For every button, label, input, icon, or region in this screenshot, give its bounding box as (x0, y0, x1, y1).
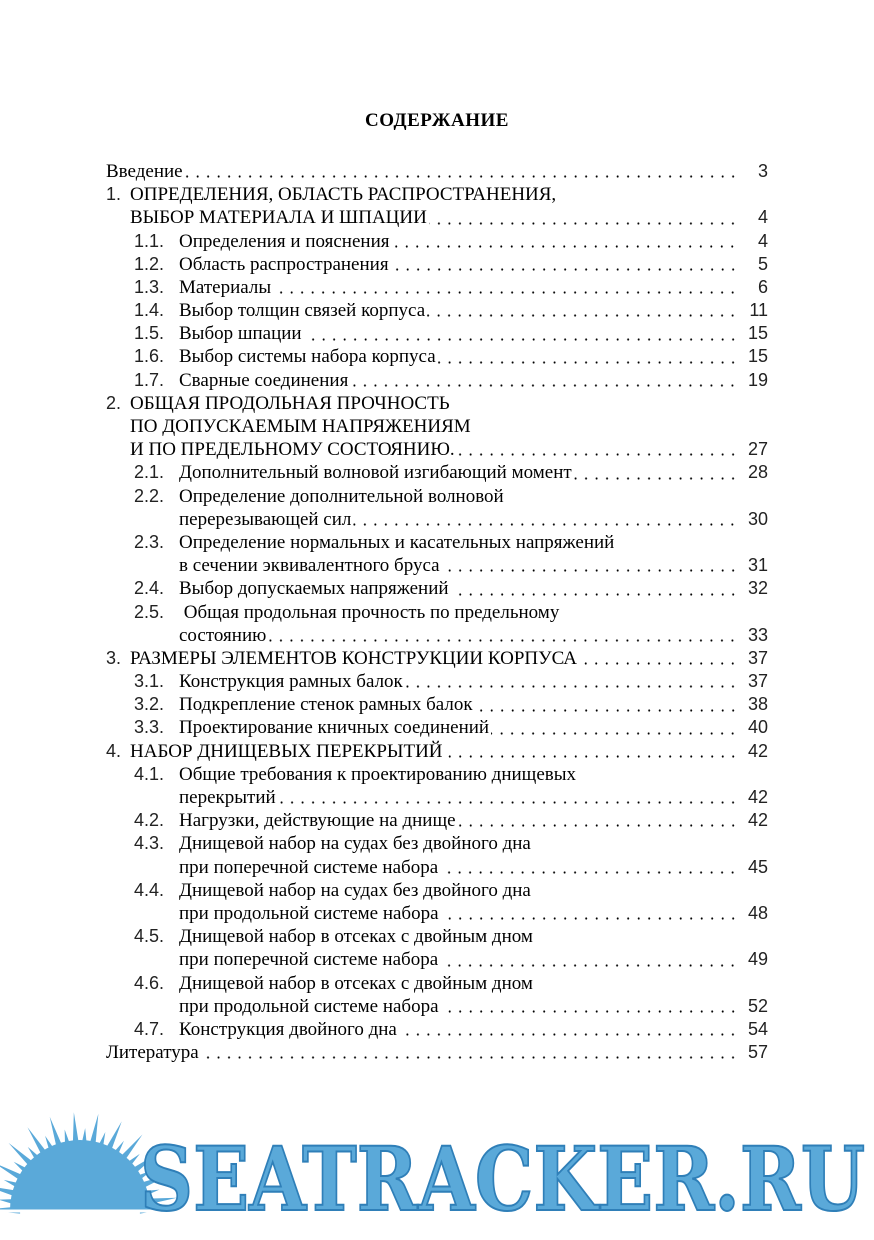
dot-leader (429, 222, 738, 225)
toc-subsection-title: Конструкция рамных балок (179, 671, 403, 693)
dot-leader (391, 245, 738, 248)
toc-subsection-1-4[interactable] (106, 299, 768, 322)
watermark-text: SEATRACKER.RU (140, 1127, 865, 1230)
toc-subsection-1-5[interactable] (106, 322, 768, 345)
toc-subsection-title: при поперечной системе набора (179, 856, 439, 878)
toc-subsection-number: 1.2. (134, 253, 165, 274)
page-title: СОДЕРЖАНИЕ (365, 110, 509, 131)
dot-leader (457, 453, 738, 456)
toc-subsection-title: Выбор допускаемых напряжений (179, 578, 449, 600)
toc-subsection-title: Общие требования к проектированию днищевых (179, 763, 576, 785)
toc-subsection-title: Сварные соединения (179, 369, 349, 391)
toc-subsection-number: 2.3. (134, 531, 165, 552)
toc-subsection-number: 4.2. (134, 810, 165, 831)
toc-subsection-number: 1.6. (134, 346, 165, 367)
toc-page-number: 42 (747, 740, 768, 761)
toc-subsection-2-5[interactable] (106, 601, 768, 624)
dot-leader (353, 523, 738, 526)
toc-section-title: ОБЩАЯ ПРОДОЛЬНАЯ ПРОЧНОСТЬ (130, 392, 450, 414)
toc-subsection-3-1[interactable] (106, 670, 768, 693)
toc-section-number: 2. (106, 392, 122, 413)
toc-subsection-number: 4.5. (134, 926, 165, 947)
dot-leader (350, 384, 738, 387)
toc-subsection-title: Общая продольная прочность по предельному (179, 601, 560, 623)
dot-leader (405, 685, 738, 688)
toc-subsection-title: состоянию (179, 624, 267, 646)
toc-page-number: 49 (747, 949, 768, 970)
toc-subsection-3-3[interactable] (106, 717, 768, 740)
toc-page-number: 42 (747, 787, 768, 808)
toc-section-title: ОПРЕДЕЛЕНИЯ, ОБЛАСТЬ РАСПРОСТРАНЕНИЯ, (130, 184, 557, 206)
toc-section-number: 3. (106, 647, 122, 668)
toc-page-number: 37 (747, 671, 768, 692)
toc-page-number: 4 (757, 230, 768, 251)
toc-subsection-title: Днищевой набор в отсеках с двойным дном (179, 972, 533, 994)
dot-leader (441, 917, 738, 920)
toc-subsection-title: Выбор толщин связей корпуса (179, 300, 426, 322)
toc-section-2-continued[interactable] (106, 415, 768, 438)
toc-page-number: 32 (747, 578, 768, 599)
toc-subsection-title: Выбор шпации (179, 323, 302, 345)
dot-leader (491, 732, 738, 735)
toc-subsection-title: Определения и пояснения (179, 230, 390, 252)
toc-subsection-number: 1.3. (134, 276, 165, 297)
toc-subsection-title: Днищевой набор в отсеках с двойным дном (179, 926, 533, 948)
toc-subsection-2-4[interactable] (106, 577, 768, 600)
dot-leader (427, 314, 738, 317)
toc-subsection-title: Проектирование кничных соединений (179, 717, 490, 739)
toc-subsection-4-2[interactable] (106, 809, 768, 832)
toc-subsection-4-1-continued[interactable] (106, 786, 768, 809)
toc-subsection-1-6[interactable] (106, 346, 768, 369)
dot-leader (440, 964, 738, 967)
toc-page-number: 6 (757, 276, 768, 297)
toc-subsection-1-2[interactable] (106, 253, 768, 276)
toc-subsection-title: Подкрепление стенок рамных балок (179, 694, 473, 716)
toc-section-title: ПО ДОПУСКАЕМЫМ НАПРЯЖЕНИЯМ (130, 416, 471, 438)
toc-subsection-title: при продольной системе набора (179, 902, 439, 924)
toc-page-number: 42 (747, 810, 768, 831)
toc-subsection-title: Дополнительный волновой изгибающий момент (179, 462, 572, 484)
toc-subsection-1-3[interactable] (106, 276, 768, 299)
toc-subsection-4-6[interactable] (106, 972, 768, 995)
toc-page-number: 30 (747, 508, 768, 529)
toc-page-number: 4 (757, 207, 768, 228)
toc-subsection-2-3-continued[interactable] (106, 554, 768, 577)
toc-subsection-number: 1.5. (134, 323, 165, 344)
toc-subsection-1-7[interactable] (106, 369, 768, 392)
toc-subsection-title: Определение нормальных и касательных напряжений (179, 531, 615, 553)
dot-leader (268, 639, 738, 642)
toc-subsection-title: Материалы (179, 276, 272, 298)
toc-subsection-title: Нагрузки, действующие на днище (179, 810, 456, 832)
dot-leader (438, 361, 738, 364)
dot-leader (278, 801, 738, 804)
table-of-contents (106, 160, 768, 1064)
dot-leader (458, 824, 738, 827)
toc-subsection-number: 4.3. (134, 833, 165, 854)
toc-page-number: 52 (747, 995, 768, 1016)
toc-page-number: 28 (747, 462, 768, 483)
toc-section-title: НАБОР ДНИЩЕВЫХ ПЕРЕКРЫТИЙ (130, 740, 443, 762)
toc-page-number: 5 (757, 253, 768, 274)
toc-subsection-3-2[interactable] (106, 693, 768, 716)
dot-leader (391, 268, 738, 271)
dot-leader (441, 1010, 738, 1013)
toc-page-number: 40 (747, 717, 768, 738)
toc-subsection-title: перерезывающей сил (179, 508, 352, 530)
toc-entry-title: Литература (106, 1042, 199, 1064)
dot-leader (185, 175, 738, 178)
toc-page-number: 11 (749, 300, 768, 321)
toc-subsection-2-5-continued[interactable] (106, 624, 768, 647)
toc-subsection-4-6-continued[interactable] (106, 995, 768, 1018)
toc-page-number: 15 (747, 323, 768, 344)
toc-section-title: И ПО ПРЕДЕЛЬНОМУ СОСТОЯНИЮ. (130, 439, 455, 461)
toc-subsection-title: перекрытий (179, 787, 276, 809)
toc-page-number: 57 (747, 1042, 768, 1063)
toc-subsection-number: 3.3. (134, 717, 165, 738)
dot-leader (273, 291, 738, 294)
toc-entry-intro[interactable] (106, 160, 768, 183)
toc-subsection-title: Конструкция двойного дна (179, 1018, 397, 1040)
toc-subsection-number: 4.4. (134, 879, 165, 900)
toc-page-number: 54 (747, 1018, 768, 1039)
toc-subsection-number: 1.4. (134, 300, 165, 321)
toc-page-number: 19 (747, 369, 768, 390)
toc-subsection-number: 4.7. (134, 1018, 165, 1039)
dot-leader (445, 755, 738, 758)
dot-leader (399, 1033, 738, 1036)
toc-subsection-4-4-continued[interactable] (106, 902, 768, 925)
toc-subsection-number: 2.1. (134, 462, 165, 483)
toc-subsection-number: 2.5. (134, 601, 165, 622)
toc-page-number: 48 (747, 902, 768, 923)
toc-subsection-4-3[interactable] (106, 832, 768, 855)
toc-section-title: ВЫБОР МАТЕРИАЛА И ШПАЦИИ (130, 207, 427, 229)
toc-page-number: 15 (747, 346, 768, 367)
toc-subsection-4-5-continued[interactable] (106, 948, 768, 971)
toc-subsection-number: 1.7. (134, 369, 165, 390)
watermark (0, 1110, 874, 1230)
toc-subsection-1-1[interactable] (106, 230, 768, 253)
toc-subsection-2-2-continued[interactable] (106, 508, 768, 531)
toc-section-2[interactable] (106, 392, 768, 415)
toc-subsection-number: 4.1. (134, 763, 165, 784)
toc-subsection-title: в сечении эквивалентного бруса (179, 555, 440, 577)
dot-leader (451, 593, 738, 596)
toc-section-1[interactable] (106, 183, 768, 206)
toc-subsection-number: 2.4. (134, 578, 165, 599)
toc-subsection-title: при поперечной системе набора (179, 949, 439, 971)
toc-section-2-continued[interactable] (106, 438, 768, 461)
toc-subsection-2-3[interactable] (106, 531, 768, 554)
toc-subsection-title: Область распространения (179, 253, 389, 275)
toc-subsection-4-3-continued[interactable] (106, 856, 768, 879)
toc-page-number: 37 (747, 647, 768, 668)
toc-subsection-number: 1.1. (134, 230, 165, 251)
toc-subsection-number: 2.2. (134, 485, 165, 506)
toc-subsection-4-7[interactable] (106, 1018, 768, 1041)
dot-leader (442, 569, 738, 572)
toc-section-4[interactable] (106, 740, 768, 763)
toc-page-number: 27 (747, 439, 768, 460)
toc-page-number: 33 (747, 624, 768, 645)
toc-page-number: 38 (747, 694, 768, 715)
toc-section-1-continued[interactable] (106, 206, 768, 229)
toc-subsection-2-2[interactable] (106, 485, 768, 508)
toc-subsection-title: Выбор системы набора корпуса (179, 346, 436, 368)
toc-subsection-4-4[interactable] (106, 879, 768, 902)
dot-leader (304, 338, 738, 341)
toc-section-3[interactable] (106, 647, 768, 670)
toc-subsection-title: Определение дополнительной волновой (179, 485, 504, 507)
toc-subsection-4-5[interactable] (106, 925, 768, 948)
toc-page-number: 3 (757, 160, 768, 181)
dot-leader (440, 871, 738, 874)
toc-subsection-number: 3.1. (134, 671, 165, 692)
toc-subsection-number: 3.2. (134, 694, 165, 715)
toc-section-number: 4. (106, 740, 122, 761)
toc-section-title: РАЗМЕРЫ ЭЛЕМЕНТОВ КОНСТРУКЦИИ КОРПУСА (130, 647, 578, 669)
toc-subsection-title: Днищевой набор на судах без двойного дна (179, 879, 531, 901)
toc-subsection-2-1[interactable] (106, 461, 768, 484)
dot-leader (475, 709, 738, 712)
toc-section-number: 1. (106, 184, 122, 205)
dot-leader (579, 662, 738, 665)
toc-page-number: 45 (747, 856, 768, 877)
dot-leader (201, 1056, 738, 1059)
toc-page-number: 31 (747, 555, 768, 576)
toc-subsection-title: Днищевой набор на судах без двойного дна (179, 833, 531, 855)
toc-subsection-title: при продольной системе набора (179, 995, 439, 1017)
toc-entry-literature[interactable] (106, 1041, 768, 1064)
toc-subsection-4-1[interactable] (106, 763, 768, 786)
dot-leader (574, 477, 738, 480)
toc-entry-title: Введение (106, 160, 183, 182)
toc-subsection-number: 4.6. (134, 972, 165, 993)
